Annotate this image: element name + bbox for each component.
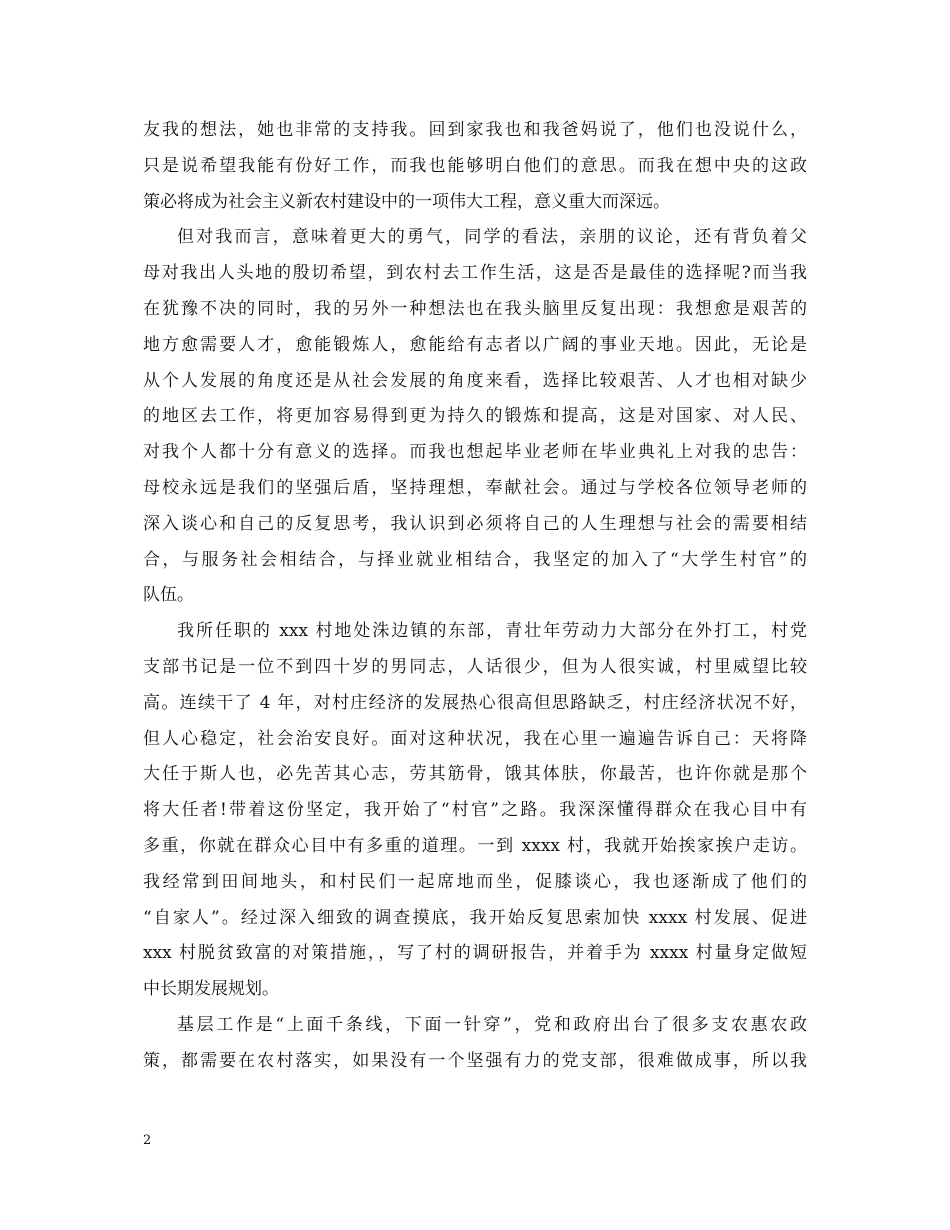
text-line: 策，都需要在农村落实，如果没有一个坚强有力的党支部，很难做成事，所以我 xyxy=(143,1050,807,1071)
text-line: 将大任者!带着这份坚定，我开始了“村官”之路。我深深懂得群众在我心目中有 xyxy=(143,800,807,821)
text-line: 合，与服务社会相结合，与择业就业相结合，我坚定的加入了“大学生村官”的 xyxy=(143,549,807,570)
page-number: 2 xyxy=(143,1133,152,1148)
text-line: 母对我出人头地的殷切希望，到农村去工作生活，这是否是最佳的选择呢?而当我 xyxy=(143,263,807,284)
text-line: 基层工作是“上面千条线，下面一针穿”，党和政府出台了很多支农惠农政 xyxy=(177,1014,807,1035)
text-line: 但人心稳定，社会治安良好。面对这种状况，我在心里一遍遍告诉自己：天将降 xyxy=(143,728,807,749)
text-line: 大任于斯人也，必先苦其心志，劳其筋骨，饿其体肤，你最苦，也许你就是那个 xyxy=(143,764,807,785)
text-line: 从个人发展的角度还是从社会发展的角度来看，选择比较艰苦、人才也相对缺少 xyxy=(143,370,807,391)
text-line: 友我的想法，她也非常的支持我。回到家我也和我爸妈说了，他们也没说什么， xyxy=(143,120,807,140)
text-line: 队伍。 xyxy=(143,585,194,606)
text-line: 的地区去工作，将更加容易得到更为持久的锻炼和提高，这是对国家、对人民、 xyxy=(143,406,807,427)
text-line: 母校永远是我们的坚强后盾，坚持理想，奉献社会。通过与学校各位领导老师的 xyxy=(143,477,807,498)
text-line: 深入谈心和自己的反复思考，我认识到必须将自己的人生理想与社会的需要相结 xyxy=(143,513,807,534)
text-line: 但对我而言，意味着更大的勇气，同学的看法，亲朋的议论，还有背负着父 xyxy=(177,227,807,248)
text-line: “自家人”。经过深入细致的调查摸底，我开始反复思索加快 xxxx 村发展、促进 xyxy=(143,907,807,928)
text-line: 中长期发展规划。 xyxy=(143,979,279,1000)
text-line: 对我个人都十分有意义的选择。而我也想起毕业老师在毕业典礼上对我的忠告： xyxy=(143,442,807,463)
text-line: 高。连续干了 4 年，对村庄经济的发展热心很高但思路缺乏，村庄经济状况不好， xyxy=(143,692,807,713)
text-line: 支部书记是一位不到四十岁的男同志，人话很少，但为人很实诚，村里威望比较 xyxy=(143,656,807,677)
text-line: 在犹豫不决的同时，我的另外一种想法也在我头脑里反复出现：我想愈是艰苦的 xyxy=(143,298,807,319)
text-line: 多重，你就在群众心目中有多重的道理。一到 xxxx 村，我就开始挨家挨户走访。 xyxy=(143,835,807,856)
text-line: 策必将成为社会主义新农村建设中的一项伟大工程，意义重大而深远。 xyxy=(143,191,670,212)
text-line: 我所任职的 xxx 村地处洙边镇的东部，青壮年劳动力大部分在外打工，村党 xyxy=(177,621,807,642)
text-line: xxx 村脱贫致富的对策措施，，写了村的调研报告，并着手为 xxxx 村量身定做短 xyxy=(143,943,807,964)
text-line: 只是说希望我能有份好工作，而我也能够明白他们的意思。而我在想中央的这政 xyxy=(143,155,807,176)
text-line: 我经常到田间地头，和村民们一起席地而坐，促膝谈心，我也逐渐成了他们的 xyxy=(143,871,807,892)
body-text xyxy=(143,113,807,1080)
text-line: 地方愈需要人才，愈能锻炼人，愈能给有志者以广阔的事业天地。因此，无论是 xyxy=(143,334,807,355)
